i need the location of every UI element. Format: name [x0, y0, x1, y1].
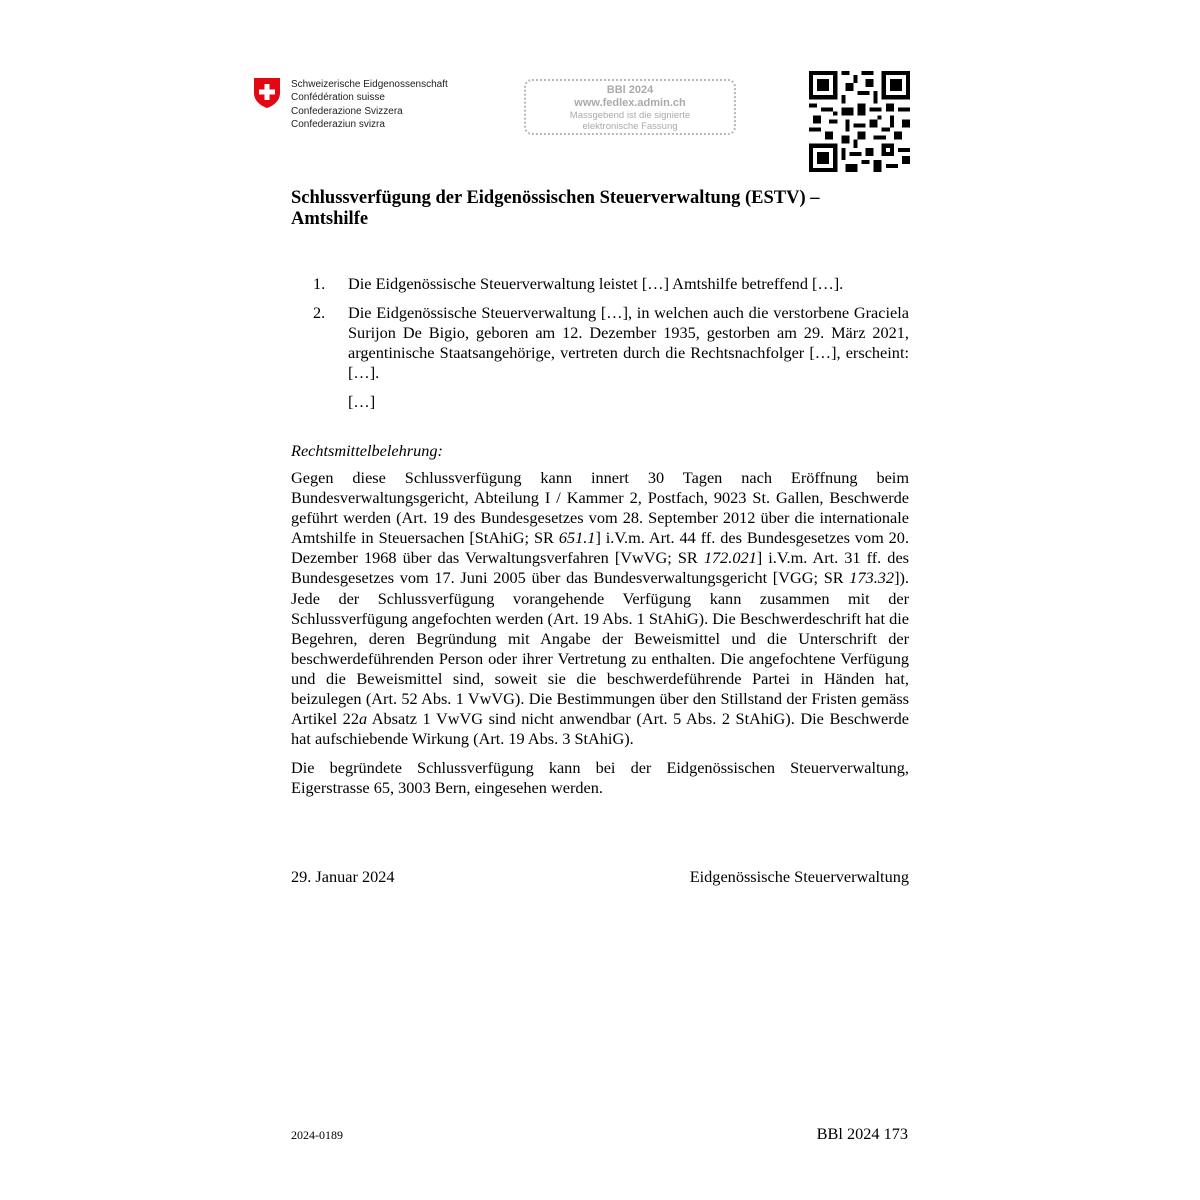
document-number: 2024-0189: [291, 1128, 343, 1142]
text-run: Gegen diese Schlussverfügung kann innert 30 Tagen nach Eröffnung beim Bundesverwaltungsgericht, Abteilung I / Kammer 2, Postfach, 9023 St. Gallen, Beschwerde geführt werden (Art. 19 des Bundesgesetzes vom 28. September 2012 über die internationale Amtshilfe in Steuersachen [StAhiG; SR: [291, 468, 909, 548]
list-item: [291, 303, 909, 383]
legal-remedy-heading: Rechtsmittelbelehrung:: [291, 441, 443, 460]
publication-stamp: [524, 79, 736, 135]
confederation-line-fr: Confédération suisse: [291, 92, 385, 104]
confederation-line-de: Schweizerische Eidgenossenschaft: [291, 79, 448, 90]
document-date: 29. Januar 2024: [291, 867, 395, 886]
swiss-crest-icon: [253, 77, 281, 109]
list-item-number: 1.: [313, 274, 326, 293]
article-suffix: a: [358, 709, 368, 729]
sr-number: 172.021: [703, 548, 757, 568]
legal-remedy-paragraph: [291, 468, 909, 749]
qr-code-icon: [809, 71, 910, 172]
text-run: ] i.V.m. Art. 31 ff. des Bundesgesetzes vom 17. Juni 2005 über das Bundesverwaltungsgericht [VGG; SR: [291, 548, 910, 588]
list-item-number: 2.: [313, 303, 326, 322]
federal-gazette-reference: BBl 2024 173: [816, 1124, 908, 1143]
sr-number: 173.32: [849, 568, 895, 588]
text-run: ]). Jede der Schlussverfügung vorangehende Verfügung kann zusammen mit der Schlussverfügung angefochten werden (Art. 19 Abs. 1 StAhiG). Die Beschwerdeschrift hat die Begehren, deren Begründung mit Angabe der Beweismittel und die Unterschrift der beschwerdeführenden Person oder ihrer Vertretung zu enthalten. Die angefochtene Verfügung und die Beweismittel sind, soweit sie die beschwerdeführende Partei in Händen hat, beizulegen (Art. 52 Abs. 1 VwVG). Die Bestimmungen über den Stillstand der Fristen gemäss Artikel 22: [291, 568, 909, 729]
list-item-text: Die Eidgenössische Steuerverwaltung […], in welchen auch die verstorbene Graciela Surijon De Bigio, geboren am 12. Dezember 1935, gestorben am 29. März 2021, argentinische Staatsangehörige, vertreten durch die Rechtsnachfolger […], erscheint: […].: [348, 303, 909, 382]
inspection-paragraph: Die begründete Schlussverfügung kann bei der Eidgenössischen Steuerverwaltung, Eigerstrasse 65, 3003 Bern, eingesehen werden.: [291, 758, 909, 798]
stamp-url: www.fedlex.admin.ch: [574, 97, 686, 109]
list-item: [291, 274, 909, 294]
confederation-name: [291, 78, 448, 131]
stamp-note-2: elektronische Fassung: [582, 121, 678, 132]
text-run: ] i.V.m. Art. 44 ff. des Bundesgesetzes vom 20. Dezember 1968 über das Verwaltungsverfahren [VwVG; SR: [291, 528, 910, 568]
stamp-bbl: BBl 2024: [606, 84, 654, 96]
legal-remedy-text: [291, 468, 909, 808]
issuing-authority: Eidgenössische Steuerverwaltung: [689, 867, 909, 886]
stamp-note-1: Massgebend ist die signierte: [569, 110, 691, 121]
omission-mark: […]: [348, 392, 376, 411]
text-run: Absatz 1 VwVG sind nicht anwendbar (Art. 5 Abs. 2 StAhiG). Die Beschwerde hat aufschiebende Wirkung (Art. 19 Abs. 3 StAhiG).: [291, 709, 910, 749]
confederation-line-rm: Confederaziun svizra: [291, 118, 385, 130]
confederation-line-it: Confederazione Svizzera: [291, 105, 403, 117]
decision-list: [291, 274, 909, 412]
list-item-text: Die Eidgenössische Steuerverwaltung leistet […] Amtshilfe betreffend […].: [348, 274, 844, 293]
document-title: Schlussverfügung der Eidgenössischen Steuerverwaltung (ESTV) – Amtshilfe: [291, 188, 820, 229]
sr-number: 651.1: [558, 528, 596, 548]
